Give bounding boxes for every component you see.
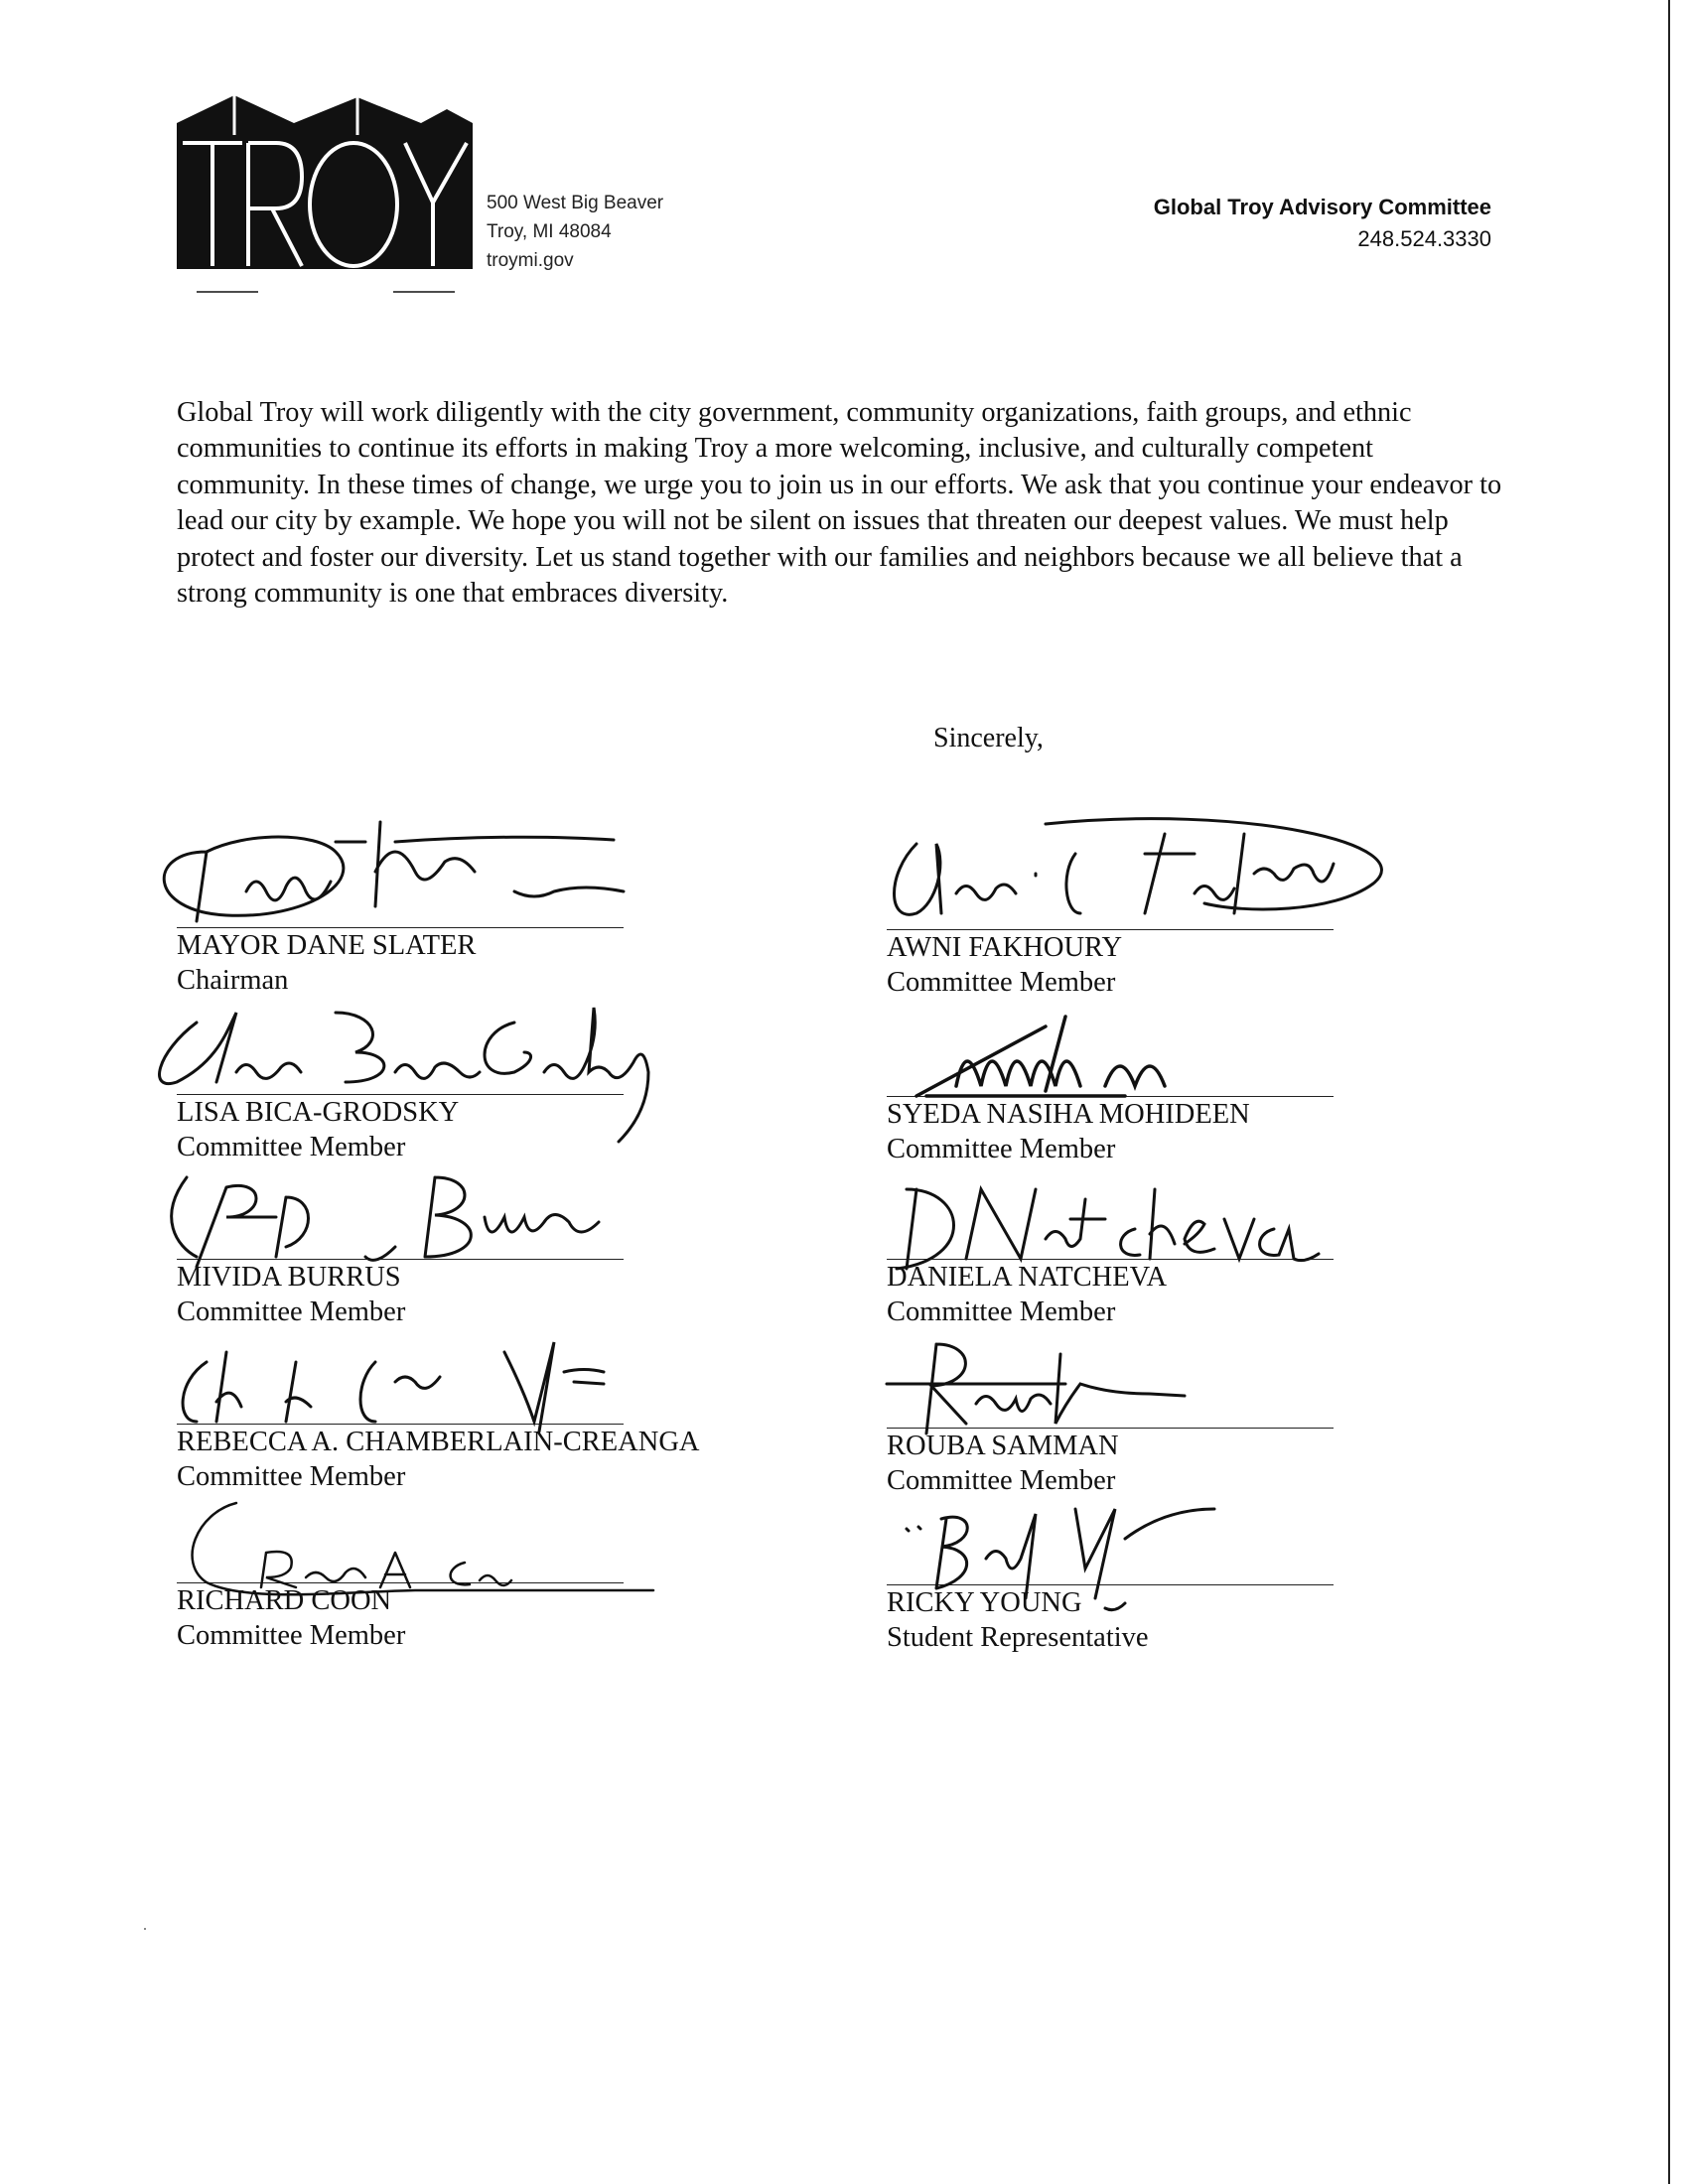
signer-name: SYEDA NASIHA MOHIDEEN bbox=[887, 1099, 1250, 1130]
signature-samman bbox=[847, 1324, 1403, 1453]
city-address bbox=[487, 189, 745, 275]
signer-name: RICKY YOUNG bbox=[887, 1587, 1082, 1618]
signer-name: RICHARD COON bbox=[177, 1585, 392, 1616]
signature-young bbox=[847, 1489, 1403, 1618]
signature-image bbox=[177, 1158, 633, 1259]
address-line-website: troymi.gov bbox=[487, 250, 574, 271]
signer-title: Committee Member bbox=[887, 1465, 1116, 1496]
signature-slater bbox=[137, 812, 693, 941]
signer-title: Committee Member bbox=[177, 1461, 406, 1492]
signature-block-fakhoury bbox=[887, 814, 1343, 1000]
committee-contact bbox=[1154, 192, 1491, 255]
signature-block-burrus bbox=[177, 1158, 633, 1329]
signer-title: Committee Member bbox=[887, 1297, 1116, 1327]
signature-block-young bbox=[887, 1489, 1343, 1655]
letter-closing: Sincerely, bbox=[933, 723, 1044, 753]
signature-image bbox=[887, 1489, 1343, 1584]
committee-phone: 248.524.3330 bbox=[1357, 226, 1491, 251]
troy-logo-mark bbox=[177, 91, 475, 304]
signature-image bbox=[177, 993, 633, 1094]
signature-block-natcheva bbox=[887, 1160, 1343, 1329]
signature-image bbox=[177, 1322, 633, 1424]
signature-image bbox=[177, 812, 633, 927]
signature-image bbox=[887, 997, 1343, 1096]
signature-block-chamberlain-creanga bbox=[177, 1322, 700, 1494]
signer-name: LISA BICA-GRODSKY bbox=[177, 1097, 460, 1128]
signature-image bbox=[887, 814, 1343, 929]
signer-title: Committee Member bbox=[177, 1620, 406, 1651]
signature-mohideen bbox=[847, 997, 1403, 1126]
signer-name: ROUBA SAMMAN bbox=[887, 1431, 1119, 1461]
signer-name: MIVIDA BURRUS bbox=[177, 1262, 401, 1293]
signature-block-coon bbox=[177, 1483, 633, 1653]
signer-name: MAYOR DANE SLATER bbox=[177, 930, 477, 961]
signature-image bbox=[887, 1324, 1343, 1428]
signature-block-samman bbox=[887, 1324, 1343, 1498]
signer-name: DANIELA NATCHEVA bbox=[887, 1262, 1168, 1293]
signature-image bbox=[887, 1160, 1343, 1259]
signature-block-mohideen bbox=[887, 997, 1343, 1166]
page-edge-divider bbox=[1668, 0, 1670, 2184]
signer-title: Student Representative bbox=[887, 1622, 1149, 1653]
signer-name: REBECCA A. CHAMBERLAIN-CREANGA bbox=[177, 1427, 700, 1457]
signature-burrus bbox=[137, 1158, 693, 1287]
letter-body: Global Troy will work diligently with the city government, community organizations, faith groups, and ethnic communities to continue its efforts in making Troy a more welcoming, inclusive, and culturally competent community. In these times of change, we urge you to join us in our efforts. We ask that you continue your endeavor to lead our city by example. We hope you will not be silent on issues that threaten our deepest values. We must help protect and foster our diversity. Let us stand together with our families and neighbors because we all believe that a strong community is one that embraces diversity. bbox=[177, 397, 1502, 610]
signature-chamberlain-creanga bbox=[137, 1322, 693, 1451]
signature-bica-grodsky bbox=[137, 993, 693, 1122]
address-line-street: 500 West Big Beaver bbox=[487, 193, 664, 213]
signature-block-bica-grodsky bbox=[177, 993, 633, 1164]
troy-logo bbox=[177, 91, 475, 304]
address-line-city: Troy, MI 48084 bbox=[487, 221, 612, 242]
signer-name: AWNI FAKHOURY bbox=[887, 932, 1123, 963]
signature-image bbox=[177, 1483, 633, 1582]
signer-title: Committee Member bbox=[887, 1134, 1116, 1164]
signer-title: Committee Member bbox=[177, 1297, 406, 1327]
signer-title: Committee Member bbox=[887, 967, 1116, 998]
committee-name: Global Troy Advisory Committee bbox=[1153, 195, 1491, 219]
signer-title: Chairman bbox=[177, 965, 289, 996]
signature-fakhoury bbox=[847, 814, 1403, 943]
scan-speck bbox=[144, 1928, 146, 1930]
signature-natcheva bbox=[847, 1160, 1403, 1289]
signature-block-slater bbox=[177, 812, 633, 998]
signature-coon bbox=[137, 1483, 693, 1612]
signer-title: Committee Member bbox=[177, 1132, 406, 1162]
